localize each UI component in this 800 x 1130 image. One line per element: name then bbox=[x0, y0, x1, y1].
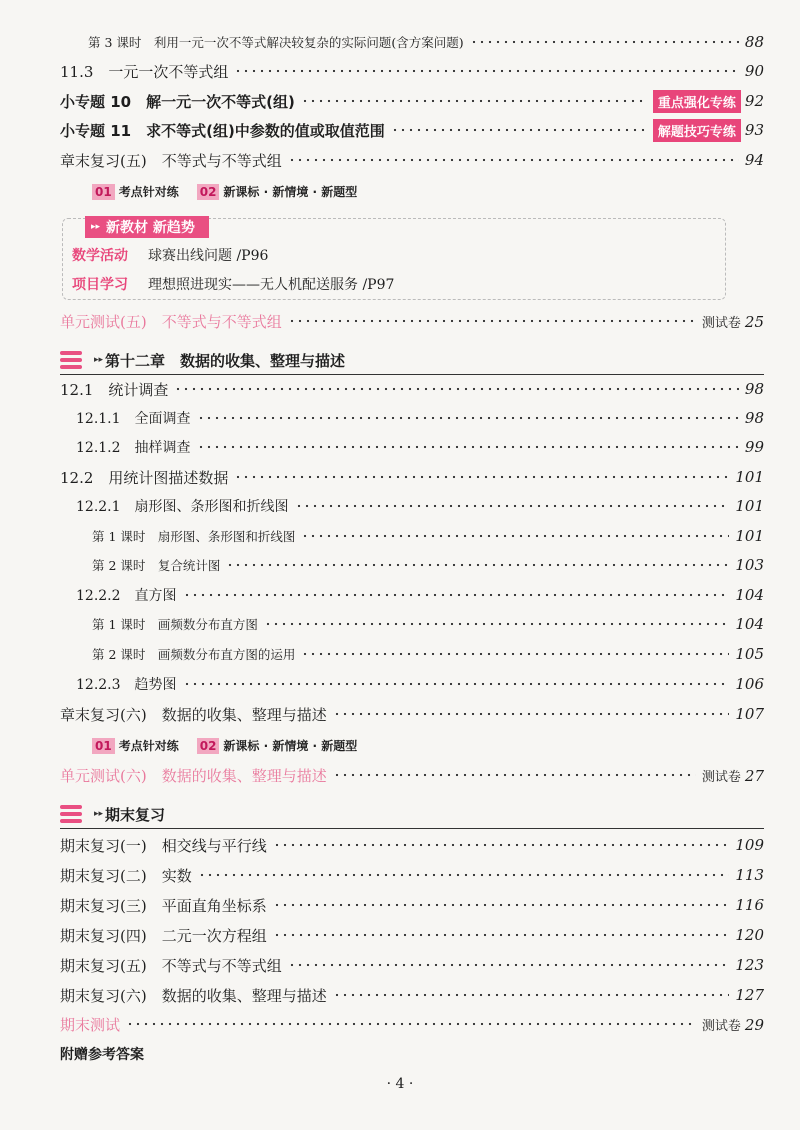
badge bbox=[92, 737, 179, 754]
badge-text: 新课标 · 新情境 · 新题型 bbox=[223, 185, 358, 199]
leader-dots bbox=[234, 66, 739, 76]
toc-row-label: 期末复习(五) 不等式与不等式组 bbox=[60, 956, 282, 975]
toc-row-label: 第 1 课时 画频数分布直方图 bbox=[92, 617, 258, 632]
toc-row-label: 期末复习(三) 平面直角坐标系 bbox=[60, 896, 267, 915]
leader-dots bbox=[288, 155, 739, 165]
toc-row[interactable] bbox=[0, 612, 800, 636]
toc-row-label: 期末复习(一) 相交线与平行线 bbox=[60, 836, 267, 855]
toc-row-label: 11.3 一元一次不等式组 bbox=[60, 62, 229, 81]
leader-dots bbox=[333, 770, 696, 780]
toc-row-page: 106 bbox=[735, 675, 764, 693]
toc-row-label: 第 3 课时 利用一元一次不等式解决较复杂的实际问题(含方案问题) bbox=[88, 35, 464, 50]
leader-dots bbox=[226, 560, 729, 570]
leader-dots bbox=[295, 501, 730, 511]
leader-dots bbox=[301, 96, 647, 106]
special-tag: 解题技巧专练 bbox=[653, 119, 741, 142]
toc-row-label: 第 1 课时 扇形图、条形图和折线图 bbox=[92, 529, 296, 544]
toc-row-page: 98 bbox=[744, 409, 764, 427]
new-trend-title-text: 新教材 新趋势 bbox=[106, 220, 195, 236]
toc-row-label: 12.1.1 全面调查 bbox=[76, 411, 191, 427]
toc-row-label: 12.2.1 扇形图、条形图和折线图 bbox=[76, 499, 289, 515]
leader-dots bbox=[288, 316, 696, 326]
toc-row[interactable] bbox=[0, 524, 800, 548]
toc-row-page: 103 bbox=[735, 556, 764, 574]
unit-test-label: 单元测试(五) 不等式与不等式组 bbox=[60, 312, 282, 331]
double-arrow-icon: ▸▸ bbox=[94, 809, 104, 819]
badge bbox=[197, 183, 358, 200]
toc-row-label: 12.2.2 直方图 bbox=[76, 588, 177, 604]
practice-badges bbox=[92, 183, 357, 200]
toc-row[interactable] bbox=[0, 494, 800, 518]
final-test-label: 期末测试 bbox=[60, 1015, 121, 1034]
toc-row-label: 12.2 用统计图描述数据 bbox=[60, 468, 229, 487]
toc-row[interactable] bbox=[0, 553, 800, 577]
toc-row-page: 94 bbox=[744, 151, 764, 169]
test-paper-number: 27 bbox=[744, 766, 764, 785]
toc-row-page: 99 bbox=[744, 438, 764, 456]
toc-row-page: 116 bbox=[735, 896, 764, 914]
toc-row-page: 98 bbox=[744, 380, 764, 398]
toc-row[interactable] bbox=[0, 435, 800, 459]
toc-row-label: 章末复习(六) 数据的收集、整理与描述 bbox=[60, 705, 327, 724]
books-icon bbox=[60, 803, 86, 825]
special-tag: 重点强化专练 bbox=[653, 90, 741, 113]
test-paper-prefix: 测试卷 bbox=[701, 769, 741, 785]
leader-dots bbox=[183, 590, 730, 600]
toc-row-label: 12.1 统计调查 bbox=[60, 380, 169, 399]
double-arrow-icon: ▸▸ bbox=[91, 222, 101, 232]
unit-test-page bbox=[702, 766, 764, 785]
badge-text: 考点针对练 bbox=[118, 185, 179, 199]
toc-row[interactable] bbox=[0, 702, 800, 726]
toc-row[interactable] bbox=[0, 89, 800, 113]
toc-row-label: 12.1.2 抽样调查 bbox=[76, 440, 191, 456]
leader-dots bbox=[301, 649, 729, 659]
toc-row[interactable] bbox=[0, 893, 800, 917]
math-activity-key: 数学活动 bbox=[72, 248, 128, 264]
math-activity-value: 球赛出线问题 /P96 bbox=[148, 248, 269, 264]
chapter-header bbox=[60, 346, 764, 375]
toc-row-label: 期末复习(六) 数据的收集、整理与描述 bbox=[60, 986, 327, 1005]
toc-row-label: 小专题 10 解一元一次不等式(组) bbox=[60, 92, 295, 111]
toc-row-page: 109 bbox=[735, 836, 764, 854]
project-learning-key: 项目学习 bbox=[72, 277, 128, 293]
toc-row-label: 章末复习(五) 不等式与不等式组 bbox=[60, 151, 282, 170]
toc-row[interactable] bbox=[0, 863, 800, 887]
leader-dots bbox=[273, 930, 730, 940]
leader-dots bbox=[197, 442, 739, 452]
test-paper-number: 29 bbox=[744, 1015, 764, 1034]
leader-dots bbox=[391, 125, 647, 135]
toc-row[interactable] bbox=[0, 833, 800, 857]
leader-dots bbox=[470, 37, 739, 47]
project-learning-value: 理想照进现实——无人机配送服务 /P97 bbox=[148, 277, 395, 293]
toc-row[interactable] bbox=[0, 583, 800, 607]
toc-row-page: 104 bbox=[735, 615, 764, 633]
unit-test-label: 单元测试(六) 数据的收集、整理与描述 bbox=[60, 766, 327, 785]
chapter-title: 期末复习 bbox=[105, 805, 166, 824]
badge-number: 02 bbox=[197, 738, 220, 754]
toc-row-page: 104 bbox=[735, 586, 764, 604]
test-paper-prefix: 测试卷 bbox=[701, 1018, 741, 1034]
badge-number: 01 bbox=[92, 184, 115, 200]
toc-row[interactable] bbox=[0, 406, 800, 430]
toc-row-label: 第 2 课时 复合统计图 bbox=[92, 558, 221, 573]
leader-dots bbox=[183, 679, 730, 689]
toc-row[interactable] bbox=[0, 377, 800, 401]
toc-row-page: 101 bbox=[735, 527, 764, 545]
page-number: · 4 · bbox=[386, 1076, 414, 1092]
badge bbox=[92, 183, 179, 200]
leader-dots bbox=[273, 900, 730, 910]
unit-test-row[interactable] bbox=[0, 763, 800, 787]
practice-badges bbox=[92, 737, 357, 754]
toc-row-label: 期末复习(四) 二元一次方程组 bbox=[60, 926, 267, 945]
badge bbox=[197, 737, 358, 754]
leader-dots bbox=[333, 990, 730, 1000]
leader-dots bbox=[234, 472, 729, 482]
badge-number: 01 bbox=[92, 738, 115, 754]
leader-dots bbox=[288, 960, 730, 970]
leader-dots bbox=[174, 384, 739, 394]
test-paper-number: 25 bbox=[744, 312, 764, 331]
math-activity-row[interactable] bbox=[72, 245, 268, 265]
leader-dots bbox=[198, 870, 730, 880]
leader-dots bbox=[264, 619, 729, 629]
toc-row[interactable] bbox=[0, 59, 800, 83]
badge-text: 考点针对练 bbox=[118, 739, 179, 753]
toc-row-page: 105 bbox=[735, 645, 764, 663]
double-arrow-icon: ▸▸ bbox=[94, 355, 104, 365]
toc-row-label: 期末复习(二) 实数 bbox=[60, 866, 192, 885]
toc-row-page: 107 bbox=[735, 705, 764, 723]
toc-row-label: 12.2.3 趋势图 bbox=[76, 677, 177, 693]
toc-row[interactable] bbox=[0, 953, 800, 977]
toc-row-page: 101 bbox=[735, 468, 764, 486]
toc-row-page: 88 bbox=[744, 33, 764, 51]
toc-row-page: 92 bbox=[744, 92, 764, 110]
toc-row-page: 113 bbox=[735, 866, 764, 884]
toc-row[interactable] bbox=[0, 983, 800, 1007]
final-test-page bbox=[702, 1015, 764, 1034]
toc-row[interactable] bbox=[0, 118, 800, 142]
toc-row-page: 123 bbox=[735, 956, 764, 974]
toc-row[interactable] bbox=[0, 30, 800, 54]
test-paper-prefix: 测试卷 bbox=[701, 315, 741, 331]
toc-row[interactable] bbox=[0, 923, 800, 947]
badge-text: 新课标 · 新情境 · 新题型 bbox=[223, 739, 358, 753]
leader-dots bbox=[273, 840, 730, 850]
toc-row[interactable] bbox=[0, 642, 800, 666]
toc-row-page: 93 bbox=[744, 121, 764, 139]
toc-row-page: 90 bbox=[744, 62, 764, 80]
unit-test-page bbox=[702, 312, 764, 331]
toc-row[interactable] bbox=[0, 465, 800, 489]
badge-number: 02 bbox=[197, 184, 220, 200]
leader-dots bbox=[126, 1019, 696, 1029]
toc-row-page: 120 bbox=[735, 926, 764, 944]
toc-row[interactable] bbox=[0, 148, 800, 172]
toc-row[interactable] bbox=[0, 672, 800, 696]
toc-row-label: 小专题 11 求不等式(组)中参数的值或取值范围 bbox=[60, 121, 385, 140]
leader-dots bbox=[301, 531, 729, 541]
toc-row-label: 第 2 课时 画频数分布直方图的运用 bbox=[92, 647, 296, 662]
toc-row-page: 127 bbox=[735, 986, 764, 1004]
leader-dots bbox=[197, 413, 739, 423]
books-icon bbox=[60, 349, 86, 371]
project-learning-row[interactable] bbox=[72, 274, 394, 294]
unit-test-row[interactable] bbox=[0, 309, 800, 333]
chapter-header bbox=[60, 800, 764, 829]
chapter-title: 第十二章 数据的收集、整理与描述 bbox=[105, 351, 346, 370]
new-trend-title bbox=[85, 216, 209, 238]
toc-row-page: 101 bbox=[735, 497, 764, 515]
answers-appendix[interactable]: 附赠参考答案 bbox=[60, 1047, 144, 1063]
leader-dots bbox=[333, 709, 730, 719]
final-test-row[interactable] bbox=[0, 1012, 800, 1036]
